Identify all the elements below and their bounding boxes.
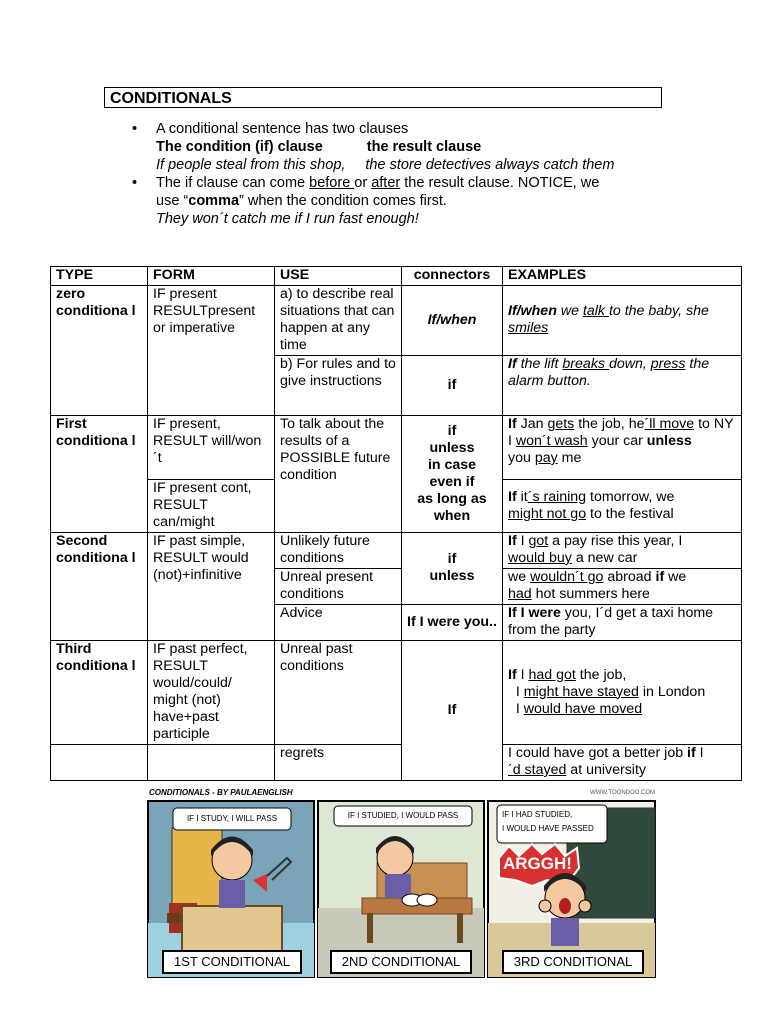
connector-if: if (447, 422, 457, 439)
use-second-c: Advice (275, 605, 402, 641)
table-row (51, 533, 742, 569)
ex-text: we (508, 569, 531, 585)
ex-text: If (508, 488, 517, 505)
connector-when: when (433, 507, 471, 524)
ex-text: hot summers here (531, 586, 650, 602)
bullet-dot-icon: • (132, 175, 138, 191)
word-after: after (371, 175, 401, 191)
page-title: CONDITIONALS (104, 87, 662, 108)
header-type: TYPE (51, 267, 148, 286)
ex-text: I (695, 745, 704, 761)
ex-text: won´t wash (515, 433, 588, 449)
ex-text: ´d stayed (508, 762, 567, 778)
connectors-first (402, 416, 503, 533)
ex-text: in London (638, 683, 706, 700)
table-header-row (51, 267, 742, 286)
bubble-1: IF I STUDY, I WILL PASS (186, 814, 278, 823)
form-third: IF past perfect, RESULT would/could/ might (not) have+past participle (148, 641, 275, 745)
ex-text: wouldn´t go (530, 569, 604, 585)
ex-text: might have stayed (523, 683, 639, 700)
connector-as-long-as: as long as (417, 490, 487, 507)
header-form: FORM (148, 267, 275, 286)
example-condition: If people steal from this shop, (156, 157, 346, 173)
ex-text: a pay rise this year, I (548, 533, 683, 549)
ex-text: If/when (508, 303, 557, 319)
ex-text: got (528, 533, 549, 549)
conditionals-table (50, 266, 742, 781)
use-zero-b: b) For rules and to give instructions (275, 356, 402, 416)
ex-text: we (664, 569, 687, 585)
use-second-b: Unreal present conditions (275, 569, 402, 605)
ex-text: the job, (575, 666, 627, 683)
comic-site: WWW.TOONDOO.COM (590, 790, 655, 796)
ex-text: smiles (508, 320, 549, 336)
example-result: the store detectives always catch them (365, 157, 615, 173)
ex-text: If (508, 416, 517, 432)
ex-text: me (557, 450, 582, 466)
ex-text: ´ll move (644, 416, 695, 432)
table-row (51, 641, 742, 745)
intro-bullets (132, 120, 692, 228)
ex-text: your car (587, 433, 647, 449)
ex-text: you (508, 450, 535, 466)
form-first-b: IF present cont, RESULT can/might (148, 480, 275, 533)
ex-text: the job, he (574, 416, 645, 432)
example-zero-b (503, 356, 742, 416)
connector-zero-b: if (402, 356, 503, 416)
header-examples: EXAMPLES (503, 267, 742, 286)
panel-2 (318, 801, 484, 977)
ex-text: If (508, 533, 517, 549)
caption-2: 2ND CONDITIONAL (341, 954, 461, 969)
ex-text: gets (547, 416, 575, 432)
example-first-b (503, 480, 742, 533)
header-connectors: connectors (402, 267, 503, 286)
ex-text: talk (582, 303, 609, 319)
caption-1: 1ST CONDITIONAL (173, 954, 291, 969)
example-second-b (503, 569, 742, 605)
type-zero: zero conditiona l (51, 286, 148, 416)
ex-text: press (650, 356, 686, 372)
ex-text: If I were (508, 605, 561, 621)
type-second: Second conditiona l (51, 533, 148, 641)
ex-text: at university (566, 762, 646, 778)
form-empty (148, 745, 275, 781)
ex-text: tomorrow, we (586, 488, 675, 505)
table-row (51, 745, 742, 781)
bullet-2-text: or (354, 175, 372, 191)
type-empty (51, 745, 148, 781)
caption-3: 3RD CONDITIONAL (513, 954, 633, 969)
word-comma: comma (188, 193, 240, 209)
result-label: the result clause (366, 139, 482, 155)
ex-text: if (655, 569, 665, 585)
ex-text: to the baby, she (608, 303, 709, 319)
connector-zero-a: If/when (402, 286, 503, 356)
connector-in-case: in case (427, 456, 477, 473)
ex-text: would have moved (523, 700, 643, 717)
type-third: Third conditiona l (51, 641, 148, 745)
example-second-a (503, 533, 742, 569)
ex-text: I (508, 433, 516, 449)
ex-text: the alarm button. (508, 356, 710, 389)
ex-text: had got (528, 666, 576, 683)
bullet-2-text: the result clause. NOTICE, we (400, 175, 600, 191)
use-third-b: regrets (275, 745, 402, 781)
ex-text: breaks (562, 356, 609, 372)
connector-even-if: even if (429, 473, 475, 490)
ex-text: pay (534, 450, 558, 466)
form-zero: IF present RESULTpresent or imperative (148, 286, 275, 416)
bullet-2 (132, 174, 692, 228)
table-row (51, 416, 742, 480)
bullet-1-text: A conditional sentence has two clauses (156, 121, 409, 137)
ex-text: we (556, 303, 583, 319)
word-before: before (309, 175, 355, 191)
comic-strip (147, 788, 657, 978)
type-first: First conditiona l (51, 416, 148, 533)
bullet-2-example: They won´t catch me if I run fast enough! (156, 211, 419, 227)
connector-unless: unless (429, 568, 475, 584)
ex-text: it (516, 488, 528, 505)
table-row (51, 286, 742, 356)
bubble-2: IF I STUDIED, I WOULD PASS (347, 811, 459, 820)
ex-text: I (516, 666, 529, 683)
ex-text: you, I´d get a taxi home from the party (508, 605, 714, 638)
ex-text: to NY (694, 416, 734, 432)
form-second: IF past simple, RESULT would (not)+infinitive (148, 533, 275, 641)
ex-text: had (508, 586, 532, 602)
form-first-a: IF present, RESULT will/won´t (148, 416, 275, 480)
connector-second-c: If I were you.. (402, 605, 503, 641)
ex-text: ´s raining (527, 488, 587, 505)
bubble-3-line-2: I WOULD HAVE PASSED (502, 824, 594, 833)
bullet-2-text: use “ (156, 193, 189, 209)
connectors-second (402, 533, 503, 605)
ex-text: would buy (508, 550, 572, 566)
connector-if: if (447, 551, 457, 567)
ex-text: a new car (571, 550, 638, 566)
example-zero-a (503, 286, 742, 356)
condition-label: The condition (if) clause (156, 139, 323, 155)
example-first-a (503, 416, 742, 480)
ex-text: I (516, 533, 529, 549)
connector-unless: unless (429, 439, 475, 456)
ex-text: might not go (508, 505, 587, 522)
ex-text: to the festival (586, 505, 674, 522)
ex-text: Jan (516, 416, 548, 432)
comic-header: CONDITIONALS - BY PAULAENGLISH (149, 788, 293, 797)
ex-text: if (687, 745, 696, 761)
ex-text: I could have got a better job (508, 745, 688, 761)
shout-text: ARGGH! (503, 854, 572, 873)
connector-third: If (402, 641, 503, 781)
example-second-c (503, 605, 742, 641)
use-second-a: Unlikely future conditions (275, 533, 402, 569)
bubble-3-line-1: IF I HAD STUDIED, (502, 810, 573, 819)
example-third-a: If I had got the job, I might have stayed in London I would have moved (503, 641, 742, 745)
ex-text: down, (608, 356, 651, 372)
ex-text: abroad (603, 569, 656, 585)
bullet-1 (132, 120, 692, 174)
ex-text: unless (646, 433, 692, 449)
ex-text: the lift (516, 356, 563, 372)
bullet-2-text: ” when the condition comes first. (239, 193, 447, 209)
use-third-a: Unreal past conditions (275, 641, 402, 745)
use-zero-a: a) to describe real situations that can happen at any time (275, 286, 402, 356)
header-use: USE (275, 267, 402, 286)
bullet-dot-icon: • (132, 121, 138, 137)
ex-text: If (508, 666, 517, 683)
ex-text: If (508, 356, 517, 372)
example-third-b (503, 745, 742, 781)
panel-1 (148, 801, 314, 977)
bullet-2-text: The if clause can come (156, 175, 310, 191)
use-first: To talk about the results of a POSSIBLE future condition (275, 416, 402, 533)
